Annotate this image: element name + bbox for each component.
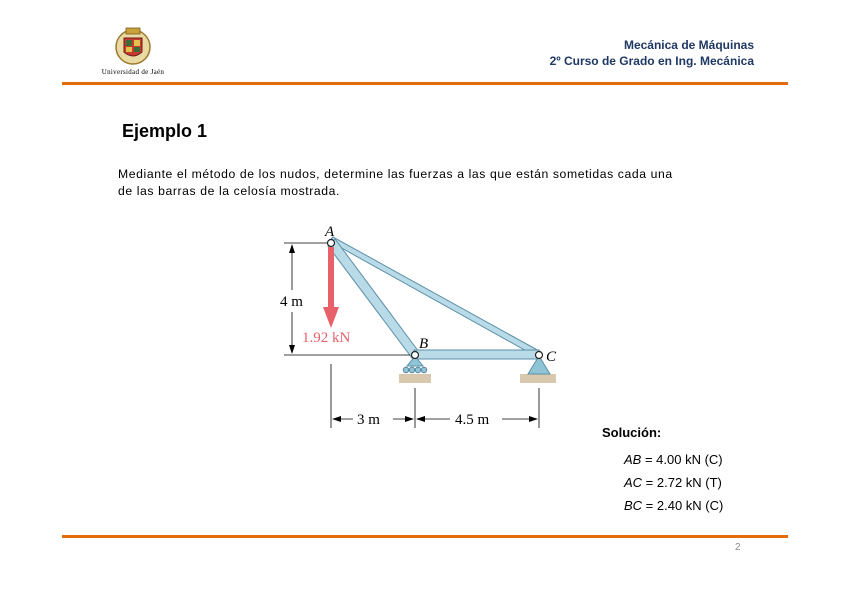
- statement-line-2: de las barras de la celosía mostrada.: [118, 184, 341, 198]
- node-label-a: A: [325, 224, 335, 240]
- load-label: 1.92 kN: [302, 330, 351, 346]
- span-label-2: 4.5 m: [455, 412, 490, 428]
- result-value: = 4.00 kN (C): [641, 452, 723, 467]
- node-label-b: B: [419, 336, 429, 352]
- node-label-c: C: [546, 349, 557, 365]
- result-value: = 2.40 kN (C): [642, 498, 724, 513]
- joint-a: [328, 240, 335, 247]
- ground-c: [520, 374, 556, 383]
- university-name: Universidad de Jaén: [101, 68, 165, 76]
- solution-result-ab: [624, 452, 723, 467]
- load-arrow-head: [323, 307, 339, 328]
- span-label-1: 3 m: [357, 412, 380, 428]
- joint-b: [412, 352, 419, 359]
- result-member: AB: [624, 452, 642, 467]
- result-member: BC: [624, 498, 643, 513]
- ground-b: [399, 374, 431, 383]
- statement-line-1: Mediante el método de los nudos, determine las fuerzas a las que están sometidas cada una: [118, 167, 673, 181]
- load-arrow-shaft: [328, 247, 334, 309]
- page-number: 2: [735, 542, 741, 553]
- footer-rule: [62, 535, 788, 538]
- result-member: AC: [624, 475, 643, 490]
- result-value: = 2.72 kN (T): [642, 475, 722, 490]
- example-title: Ejemplo 1: [122, 121, 208, 141]
- course-title: Mecánica de Máquinas: [623, 38, 754, 52]
- solution-result-ac: [624, 475, 722, 490]
- solution-heading: Solución:: [602, 425, 662, 440]
- course-subtitle: 2º Curso de Grado en Ing. Mecánica: [549, 54, 754, 68]
- joint-c: [536, 352, 543, 359]
- member-ac: [329, 237, 541, 358]
- solution-result-bc: [624, 498, 723, 513]
- member-bc: [414, 350, 539, 359]
- height-label: 4 m: [280, 294, 303, 310]
